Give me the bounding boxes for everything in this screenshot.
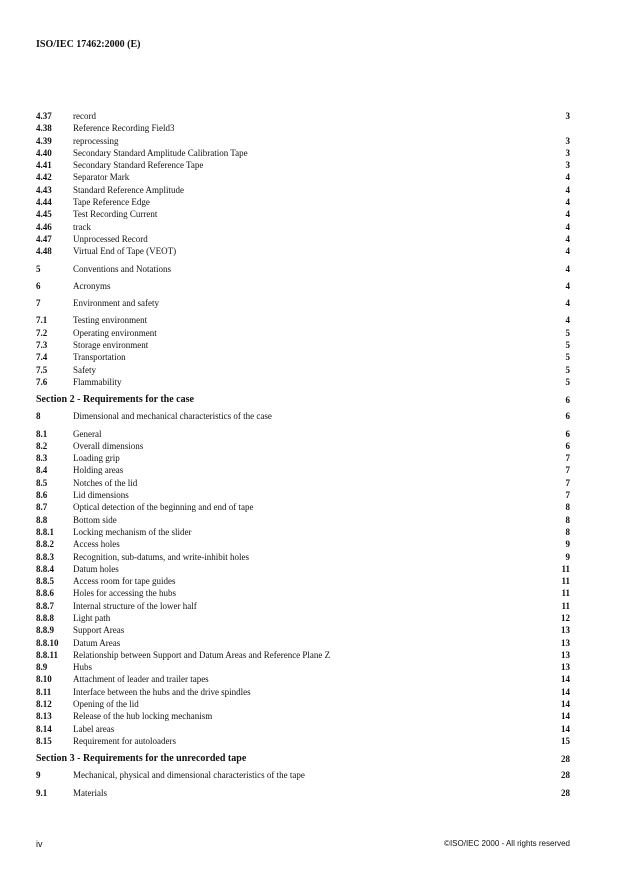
toc-page-number: 14 [561,723,570,734]
toc-entry-number: 4.42 [36,172,52,183]
toc-entry-number: 7.4 [36,352,48,363]
toc-section-heading[interactable] [36,752,570,766]
toc-entry-number: 4.37 [36,111,52,121]
toc-entry[interactable] [36,787,570,799]
toc-entry-number: 8.8.4 [36,563,54,574]
toc-page-number: 4 [565,246,570,257]
toc-entry-number: 7.6 [36,376,48,387]
toc-page-number: 5 [565,340,570,351]
toc-entry-title: Bottom side [73,514,117,525]
toc-entry-number: 4.44 [36,197,52,208]
toc-page-number: 9 [565,539,570,550]
toc-entry[interactable] [36,428,570,440]
toc-entry[interactable] [36,184,570,196]
toc-entry[interactable] [36,327,570,339]
toc-entry-title: Lid dimensions [73,490,129,501]
toc-entry-title: Relationship between Support and Datum Areas and Reference Plane Z [73,649,331,660]
toc-page-number: 4 [565,233,570,244]
toc-entry-number: 8.2 [36,440,48,451]
toc-page-number: 13 [561,662,570,673]
toc-entry-title: Datum Areas [73,637,121,648]
toc-entry-title: Internal structure of the lower half [73,600,197,611]
toc-page-number: 3 [565,147,570,158]
toc-entry-title: Loading grip [73,453,120,464]
toc-entry-title: reprocessing [73,135,119,146]
toc-entry[interactable] [36,196,570,208]
toc-entry[interactable] [36,661,570,673]
toc-entry-number: 9 [36,770,41,781]
toc-entry-title: Tape Reference Edge [73,197,150,208]
toc-entry-number: 8.14 [36,723,52,734]
toc-entry-title: Standard Reference Amplitude [73,184,184,195]
page-number: iv [36,839,43,849]
toc-section-heading[interactable] [36,393,570,407]
toc-page-number: 5 [565,352,570,363]
toc-entry-number: 8.15 [36,735,52,746]
toc-entry-number: 7.3 [36,340,48,351]
toc-entry[interactable] [36,159,570,171]
toc-entry[interactable] [36,477,570,489]
toc-entry[interactable] [36,624,570,636]
toc-entry-number: 8.9 [36,662,48,673]
toc-page-number: 7 [565,477,570,488]
toc-page-number: 5 [565,376,570,387]
toc-entry[interactable] [36,147,570,159]
toc-entry-title: Conventions and Notations [73,263,171,274]
toc-entry[interactable] [36,563,570,575]
toc-entry[interactable] [36,501,570,513]
toc-entry-title: Notches of the lid [73,477,138,488]
toc-entry[interactable] [36,364,570,376]
toc-entry[interactable] [36,710,570,722]
toc-page-number: 7 [565,490,570,501]
toc-entry[interactable] [36,575,570,587]
toc-page-number: 11 [561,576,570,587]
copyright-notice: ©ISO/IEC 2000 - All rights reserved [444,839,570,848]
toc-entry-title: Secondary Standard Reference Tape [73,160,204,171]
toc-entry-number: 8.8.7 [36,600,54,611]
toc-entry-title: Acronyms [73,280,111,291]
toc-entry-number: 7.2 [36,327,48,338]
toc-page-number: 7 [565,453,570,464]
toc-entry-title: Test Recording Current [73,209,158,220]
toc-entry-title: Access room for tape guides [73,576,176,587]
toc-entry-number: 8.8.1 [36,526,54,537]
toc-entry[interactable] [36,110,570,122]
toc-entry-title: Operating environment [73,327,157,338]
toc-entry[interactable] [36,514,570,526]
toc-entry-title: Separator Mark [73,172,130,183]
toc-entry[interactable] [36,410,570,422]
toc-entry[interactable] [36,551,570,563]
toc-entry-number: 9.1 [36,787,48,798]
toc-entry-number: 8.3 [36,453,48,464]
toc-entry-number: 4.48 [36,246,52,257]
toc-entry-title: Unprocessed Record [73,233,148,244]
toc-page-number: 4 [565,197,570,208]
toc-entry[interactable] [36,233,570,245]
toc-page-number: 8 [565,514,570,525]
toc-entry-title: Secondary Standard Amplitude Calibration Tape [73,147,248,158]
toc-entry-number: 4.41 [36,160,52,171]
toc-entry-title: Access holes [73,539,120,550]
toc-entry[interactable] [36,673,570,685]
toc-entry[interactable] [36,769,570,781]
toc-entry[interactable] [36,686,570,698]
toc-entry[interactable] [36,208,570,220]
toc-entry-title: Label areas [73,723,115,734]
toc-entry-number: 8.13 [36,711,52,722]
toc-entry[interactable] [36,464,570,476]
toc-entry-number: 8.5 [36,477,48,488]
toc-entry[interactable] [36,280,570,292]
toc-entry-number: 7.5 [36,364,48,375]
toc-entry-title: Safety [73,364,96,375]
toc-entry-title: Dimensional and mechanical characteristics of the case [73,411,272,422]
toc-entry[interactable] [36,314,570,326]
toc-entry[interactable] [36,263,570,275]
toc-page-number: 14 [561,711,570,722]
toc-entry-title: Mechanical, physical and dimensional characteristics of the tape [73,770,305,781]
toc-entry-title: Datum holes [73,563,119,574]
toc-entry-number: 8.12 [36,699,52,710]
toc-page-number: 13 [561,649,570,660]
toc-entry[interactable] [36,538,570,550]
toc-entry-title: Opening of the lid [73,699,139,710]
toc-entry-number: 4.39 [36,135,52,146]
toc-entry-title: General [73,428,102,439]
toc-entry-number: 8.11 [36,686,52,697]
toc-entry[interactable] [36,698,570,710]
toc-entry-number: 8.8.9 [36,625,54,636]
toc-page-number: 6 [565,428,570,439]
toc-entry-title: Attachment of leader and trailer tapes [73,674,209,685]
toc-entry[interactable] [36,649,570,661]
toc-page-number: 4 [565,298,570,309]
toc-entry-title: Testing environment [73,315,148,326]
toc-page-number: 13 [561,637,570,648]
toc-entry-number: 5 [36,263,41,274]
toc-entry-number: 8.8.6 [36,588,54,599]
toc-entry[interactable] [36,221,570,233]
toc-section-title: Section 3 - Requirements for the unrecorded tape [36,753,247,765]
toc-page-number: 12 [561,612,570,623]
toc-entry-title: Holding areas [73,465,124,476]
toc-page-number: 14 [561,686,570,697]
toc-entry-number: 8.6 [36,490,48,501]
toc-entry-title: Transportation [73,352,126,363]
toc-entry[interactable] [36,526,570,538]
toc-entry-title: Support Areas [73,625,125,636]
toc-entry-number: 8.8.2 [36,539,54,550]
toc-page-number: 7 [565,465,570,476]
toc-page-number: 28 [561,770,570,781]
toc-page-number: 8 [565,502,570,513]
toc-entry-title: Hubs [73,662,93,673]
toc-entry-number: 4.47 [36,233,52,244]
toc-entry-number: 8.8.10 [36,637,59,648]
toc-entry-title: Requirement for autoloaders [73,735,176,746]
toc-entry-title: Materials [73,787,107,798]
toc-entry[interactable] [36,376,570,388]
toc-entry[interactable] [36,600,570,612]
toc-section-title: Section 2 - Requirements for the case [36,394,194,406]
toc-entry[interactable] [36,297,570,309]
toc-page-number: 4 [565,184,570,195]
toc-page-number: 11 [561,600,570,611]
toc-entry-number: 8.8 [36,514,48,525]
toc-entry-number: 8.8.3 [36,551,54,562]
toc-entry-number: 6 [36,280,41,291]
toc-page-number: 28 [561,754,570,765]
toc-entry-number: 8.8.8 [36,612,54,623]
toc-entry[interactable] [36,587,570,599]
toc-entry[interactable] [36,351,570,363]
toc-page-number: 6 [565,395,570,406]
toc-page-number: 4 [565,209,570,220]
toc-entry-number: 8.10 [36,674,52,685]
toc-entry-title: Overall dimensions [73,440,144,451]
toc-page-number: 3 [565,135,570,146]
toc-entry[interactable] [36,122,570,134]
toc-entry-number: 4.43 [36,184,52,195]
toc-page-number: 9 [565,551,570,562]
toc-page-number: 3 [565,111,570,121]
toc-page-number: 11 [561,563,570,574]
toc-entry-title: Storage environment [73,340,149,351]
toc-page-number: 4 [565,172,570,183]
toc-page-number: 8 [565,526,570,537]
toc-entry-number: 4.46 [36,221,52,232]
toc-page-number: 13 [561,625,570,636]
toc-entry[interactable] [36,489,570,501]
toc-entry-number: 8.8.11 [36,649,59,660]
toc-entry-title: Release of the hub locking mechanism [73,711,213,722]
toc-page-number: 6 [565,440,570,451]
toc-entry[interactable] [36,171,570,183]
toc-entry-number: 7.1 [36,315,48,326]
toc-page-number: 5 [565,327,570,338]
toc-page-number: 4 [565,263,570,274]
table-of-contents [36,110,570,799]
toc-entry-title: track [73,221,91,232]
toc-entry-title: Holes for accessing the hubs [73,588,176,599]
toc-entry[interactable] [36,452,570,464]
toc-entry-title: Optical detection of the beginning and end of tape [73,502,254,513]
toc-page-number: 3 [565,160,570,171]
toc-entry-title: Recognition, sub-datums, and write-inhibit holes [73,551,249,562]
toc-page-number: 14 [561,674,570,685]
toc-entry-title: Locking mechanism of the slider [73,526,192,537]
toc-page-number: 4 [565,280,570,291]
toc-entry[interactable] [36,735,570,747]
toc-page-number: 11 [561,588,570,599]
toc-entry-number: 8.4 [36,465,48,476]
toc-page-number: 4 [565,221,570,232]
toc-entry-number: 8 [36,411,41,422]
toc-page-number: 5 [565,364,570,375]
toc-entry-number: 4.45 [36,209,52,220]
toc-entry-number: 8.7 [36,502,48,513]
toc-entry-number: 8.1 [36,428,48,439]
toc-page-number: 14 [561,699,570,710]
toc-entry-title: Reference Recording Field3 [73,123,175,134]
toc-entry-title: Light path [73,612,111,623]
toc-entry-title: Interface between the hubs and the drive spindles [73,686,251,697]
toc-page-number: 15 [561,735,570,746]
toc-entry-number: 4.38 [36,123,52,134]
toc-entry[interactable] [36,637,570,649]
toc-entry-title: Flammability [73,376,122,387]
toc-entry[interactable] [36,135,570,147]
toc-entry-title: Environment and safety [73,298,159,309]
toc-page-number: 6 [565,411,570,422]
toc-page-number: 28 [561,787,570,798]
toc-entry[interactable] [36,440,570,452]
toc-entry-title: record [73,111,96,121]
toc-entry-number: 4.40 [36,147,52,158]
toc-entry[interactable] [36,339,570,351]
toc-entry-number: 8.8.5 [36,576,54,587]
toc-entry-title: Virtual End of Tape (VEOT) [73,246,177,257]
document-header: ISO/IEC 17462:2000 (E) [36,39,141,50]
toc-entry-number: 7 [36,298,41,309]
toc-entry[interactable] [36,245,570,257]
toc-entry[interactable] [36,612,570,624]
toc-page-number: 4 [565,315,570,326]
toc-entry[interactable] [36,723,570,735]
